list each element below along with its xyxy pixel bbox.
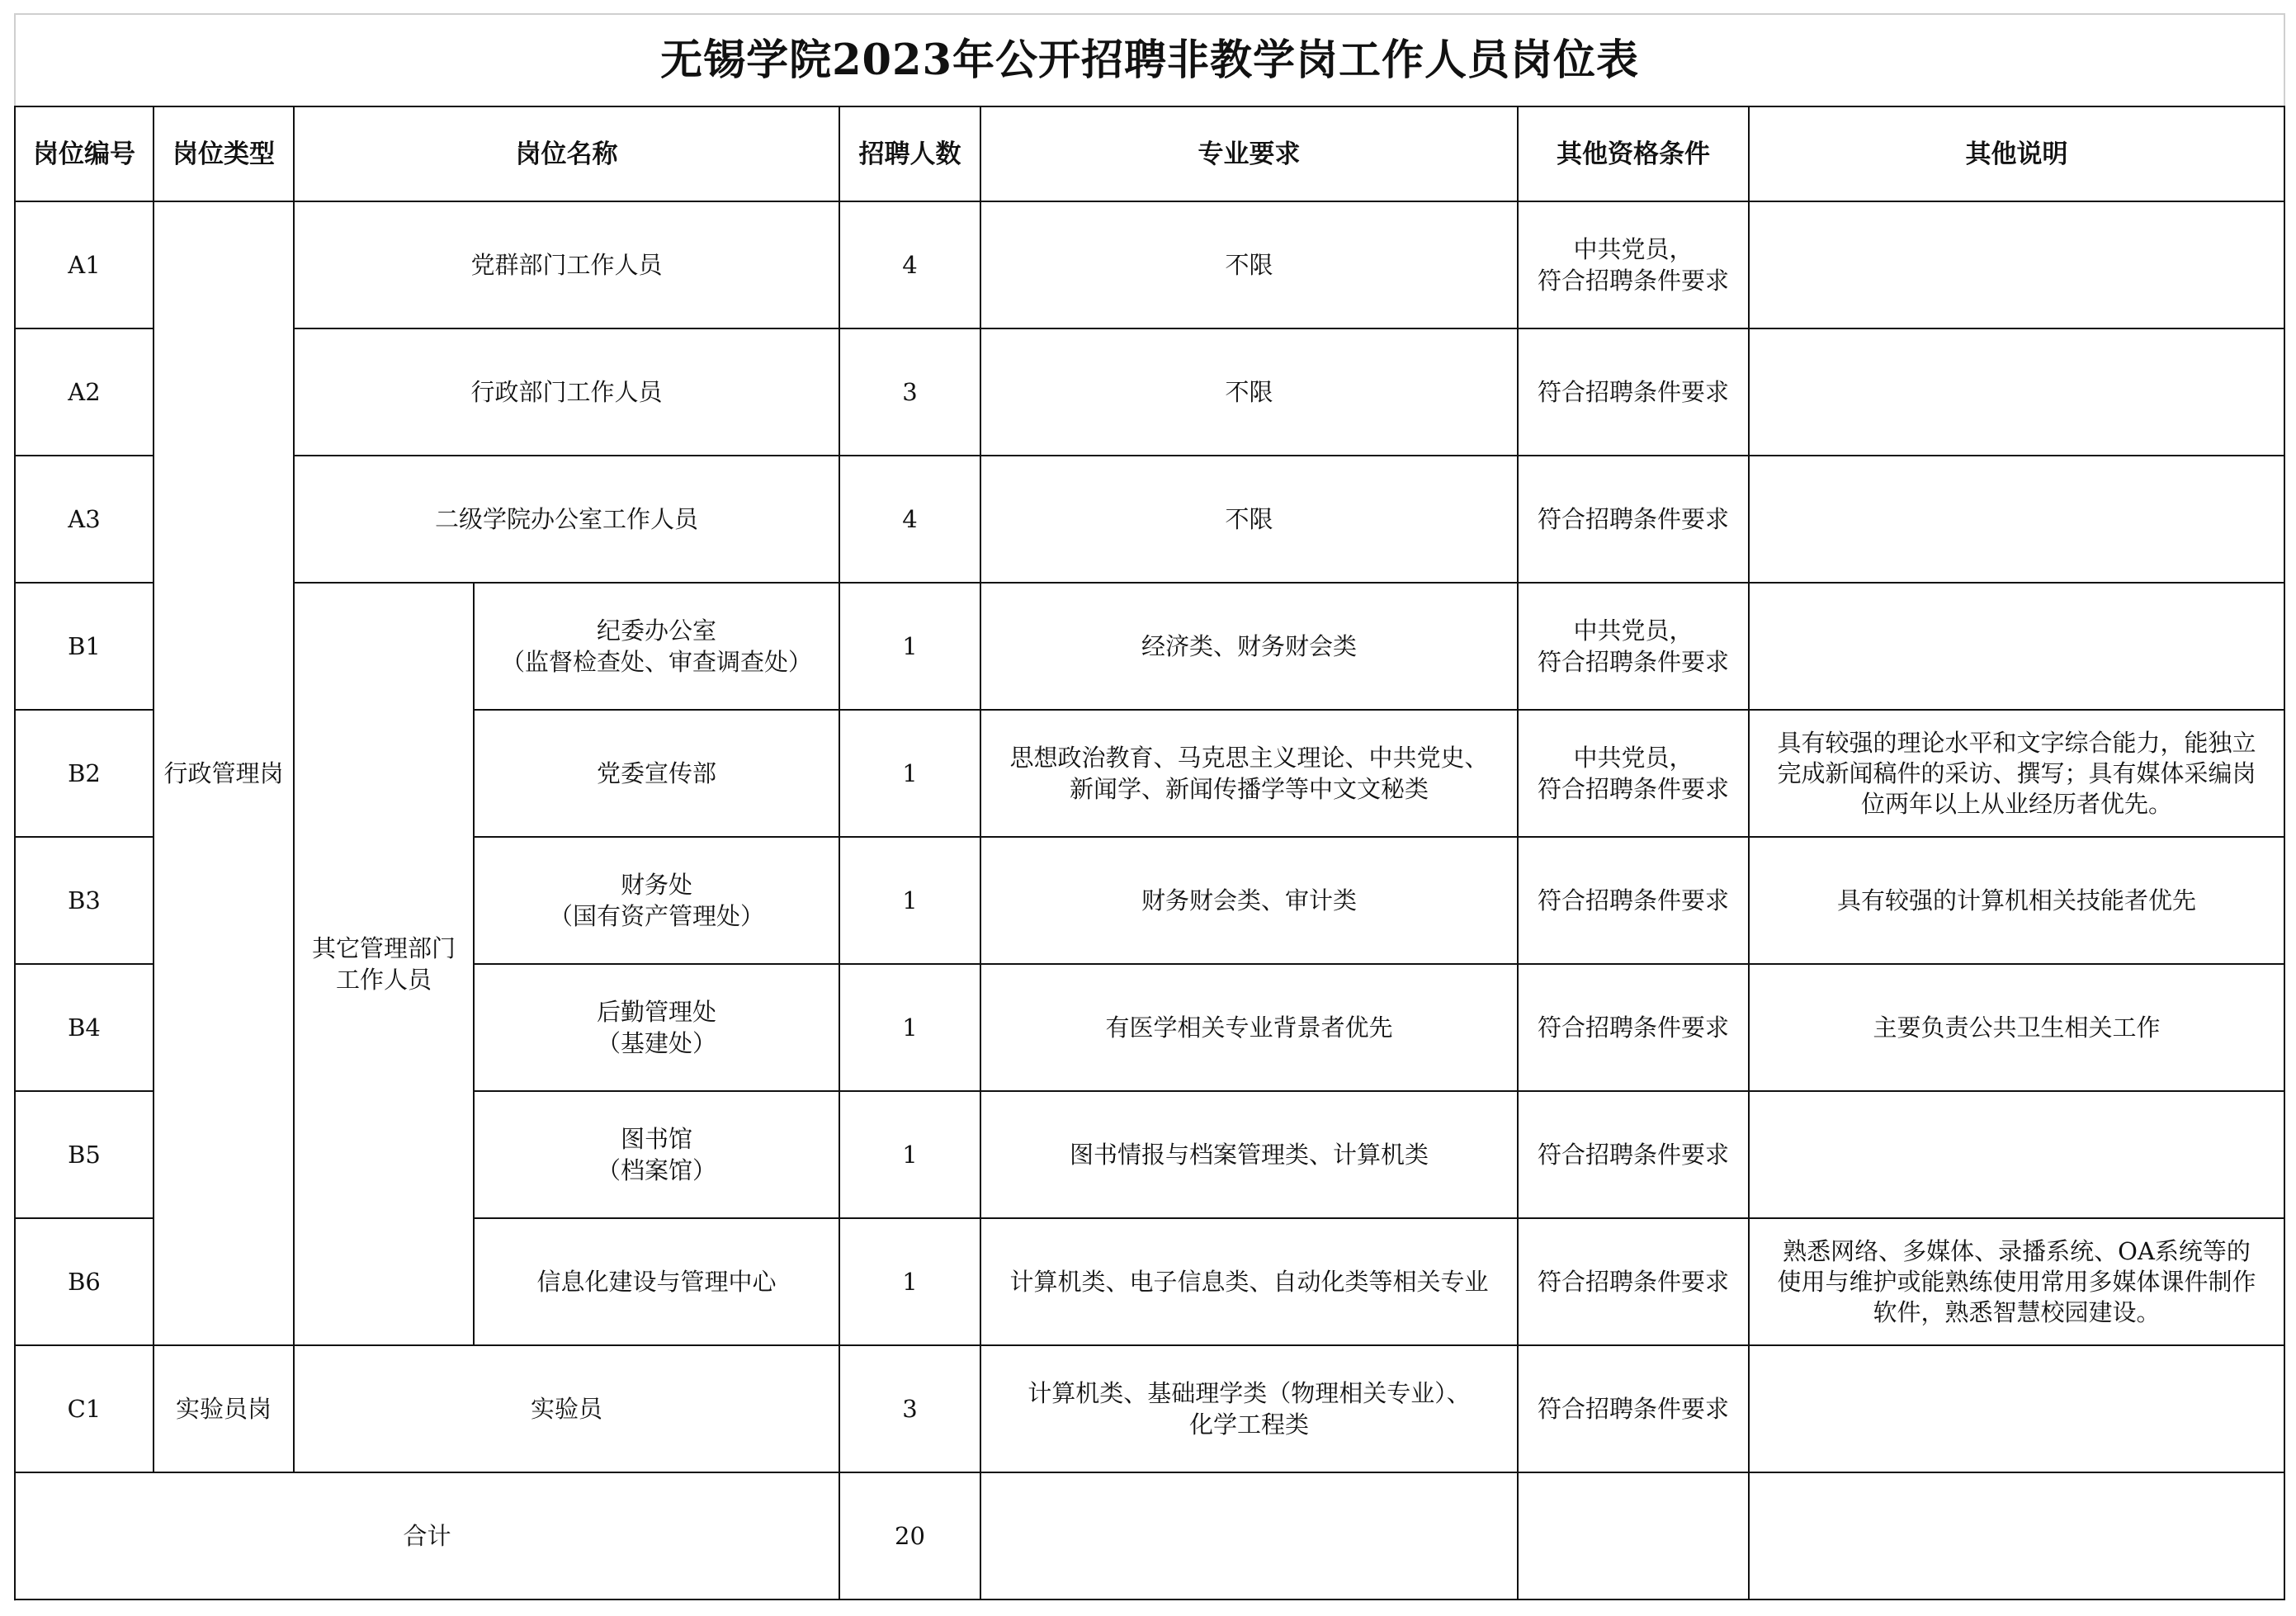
header-note: 其他说明 bbox=[1749, 106, 2284, 201]
name-line: 纪委办公室 bbox=[596, 617, 716, 645]
table-title: 无锡学院2023年公开招聘非教学岗工作人员岗位表 bbox=[15, 14, 2284, 106]
note-line: 位两年以上从业经历者优先。 bbox=[1861, 789, 2173, 818]
cell-note bbox=[1749, 583, 2284, 710]
cell-qualification: 符合招聘条件要求 bbox=[1518, 837, 1749, 964]
qual-line: 符合招聘条件要求 bbox=[1537, 648, 1729, 676]
cell-qualification: 符合招聘条件要求 bbox=[1518, 1345, 1749, 1472]
name-line: （档案馆） bbox=[596, 1156, 716, 1184]
qual-line: 中共党员， bbox=[1573, 617, 1694, 645]
qual-line: 中共党员， bbox=[1573, 744, 1694, 772]
cell-qualification: 符合招聘条件要求 bbox=[1518, 1218, 1749, 1345]
total-label: 合计 bbox=[15, 1472, 839, 1599]
cell-name: 实验员 bbox=[294, 1345, 839, 1472]
cell-id: C1 bbox=[15, 1345, 154, 1472]
job-table bbox=[14, 13, 2285, 1600]
header-major: 专业要求 bbox=[980, 106, 1518, 201]
group-admin: 行政管理岗 bbox=[154, 201, 294, 1345]
cell-name: 行政部门工作人员 bbox=[294, 328, 839, 456]
cell-major: 图书情报与档案管理类、计算机类 bbox=[980, 1091, 1518, 1218]
title-row bbox=[15, 14, 2284, 106]
cell-id: B1 bbox=[15, 583, 154, 710]
cell-major: 不限 bbox=[980, 456, 1518, 583]
table-row bbox=[15, 201, 2284, 328]
cell-name bbox=[474, 964, 839, 1091]
major-line: 思想政治教育、马克思主义理论、中共党史、 bbox=[1009, 744, 1489, 772]
cell-major bbox=[980, 1345, 1518, 1472]
cell-count: 4 bbox=[839, 201, 980, 328]
cell-note bbox=[1749, 1345, 2284, 1472]
cell-name bbox=[474, 837, 839, 964]
cell-count: 4 bbox=[839, 456, 980, 583]
cell-id: B3 bbox=[15, 837, 154, 964]
cell-count: 1 bbox=[839, 1091, 980, 1218]
cell-id: B4 bbox=[15, 964, 154, 1091]
cell-major: 不限 bbox=[980, 328, 1518, 456]
qual-line: 符合招聘条件要求 bbox=[1537, 267, 1729, 295]
cell-count: 3 bbox=[839, 1345, 980, 1472]
table-row bbox=[15, 583, 2284, 710]
cell-count: 1 bbox=[839, 710, 980, 837]
name-line: （基建处） bbox=[596, 1029, 716, 1057]
note-line: 完成新闻稿件的采访、撰写；具有媒体采编岗 bbox=[1777, 758, 2256, 787]
cell-note: 主要负责公共卫生相关工作 bbox=[1749, 964, 2284, 1091]
cell-note bbox=[1749, 710, 2284, 837]
cell-count: 3 bbox=[839, 328, 980, 456]
cell-major: 不限 bbox=[980, 201, 1518, 328]
cell-note: 具有较强的计算机相关技能者优先 bbox=[1749, 837, 2284, 964]
cell-name: 二级学院办公室工作人员 bbox=[294, 456, 839, 583]
total-empty bbox=[1518, 1472, 1749, 1599]
major-line: 计算机类、基础理学类（物理相关专业）、 bbox=[1028, 1379, 1471, 1407]
group-other-dept-line: 工作人员 bbox=[335, 966, 432, 994]
cell-id: B6 bbox=[15, 1218, 154, 1345]
cell-id: A1 bbox=[15, 201, 154, 328]
name-line: 财务处 bbox=[620, 871, 692, 899]
cell-name bbox=[474, 1091, 839, 1218]
total-count: 20 bbox=[839, 1472, 980, 1599]
table-row bbox=[15, 328, 2284, 456]
total-empty bbox=[980, 1472, 1518, 1599]
total-empty bbox=[1749, 1472, 2284, 1599]
name-line: 后勤管理处 bbox=[596, 998, 716, 1026]
group-other-dept bbox=[294, 583, 474, 1345]
group-other-dept-line: 其它管理部门 bbox=[311, 934, 456, 962]
note-line: 具有较强的理论水平和文字综合能力，能独立 bbox=[1777, 728, 2256, 757]
qual-line: 中共党员， bbox=[1573, 235, 1694, 263]
group-lab: 实验员岗 bbox=[154, 1345, 294, 1472]
total-row bbox=[15, 1472, 2284, 1599]
note-line: 使用与维护或能熟练使用常用多媒体课件制作 bbox=[1777, 1267, 2256, 1296]
cell-major: 有医学相关专业背景者优先 bbox=[980, 964, 1518, 1091]
cell-major: 财务财会类、审计类 bbox=[980, 837, 1518, 964]
cell-qualification: 符合招聘条件要求 bbox=[1518, 1091, 1749, 1218]
cell-id: A3 bbox=[15, 456, 154, 583]
note-line: 熟悉网络、多媒体、录播系统、OA系统等的 bbox=[1783, 1236, 2251, 1265]
name-line: 图书馆 bbox=[620, 1125, 692, 1153]
cell-id: B2 bbox=[15, 710, 154, 837]
table-row bbox=[15, 456, 2284, 583]
cell-name: 党群部门工作人员 bbox=[294, 201, 839, 328]
header-name: 岗位名称 bbox=[294, 106, 839, 201]
header-id: 岗位编号 bbox=[15, 106, 154, 201]
name-line: （监督检查处、审查调查处） bbox=[500, 648, 812, 676]
cell-major: 计算机类、电子信息类、自动化类等相关专业 bbox=[980, 1218, 1518, 1345]
name-line: （国有资产管理处） bbox=[548, 902, 764, 930]
cell-name bbox=[474, 583, 839, 710]
cell-count: 1 bbox=[839, 837, 980, 964]
cell-qualification bbox=[1518, 710, 1749, 837]
header-qualification: 其他资格条件 bbox=[1518, 106, 1749, 201]
cell-count: 1 bbox=[839, 1218, 980, 1345]
cell-note bbox=[1749, 328, 2284, 456]
header-count: 招聘人数 bbox=[839, 106, 980, 201]
cell-count: 1 bbox=[839, 583, 980, 710]
cell-note bbox=[1749, 1218, 2284, 1345]
header-row bbox=[15, 106, 2284, 201]
cell-id: B5 bbox=[15, 1091, 154, 1218]
note-line: 软件，熟悉智慧校园建设。 bbox=[1873, 1297, 2161, 1326]
header-type: 岗位类型 bbox=[154, 106, 294, 201]
cell-note bbox=[1749, 1091, 2284, 1218]
cell-qualification bbox=[1518, 201, 1749, 328]
qual-line: 符合招聘条件要求 bbox=[1537, 775, 1729, 803]
cell-qualification: 符合招聘条件要求 bbox=[1518, 456, 1749, 583]
cell-id: A2 bbox=[15, 328, 154, 456]
major-line: 化学工程类 bbox=[1188, 1410, 1309, 1439]
cell-note bbox=[1749, 201, 2284, 328]
cell-name: 党委宣传部 bbox=[474, 710, 839, 837]
cell-qualification: 符合招聘条件要求 bbox=[1518, 328, 1749, 456]
major-line: 新闻学、新闻传播学等中文文秘类 bbox=[1069, 775, 1429, 803]
cell-name: 信息化建设与管理中心 bbox=[474, 1218, 839, 1345]
cell-major: 经济类、财务财会类 bbox=[980, 583, 1518, 710]
cell-qualification bbox=[1518, 583, 1749, 710]
cell-count: 1 bbox=[839, 964, 980, 1091]
cell-qualification: 符合招聘条件要求 bbox=[1518, 964, 1749, 1091]
table-row bbox=[15, 1345, 2284, 1472]
cell-note bbox=[1749, 456, 2284, 583]
cell-major bbox=[980, 710, 1518, 837]
